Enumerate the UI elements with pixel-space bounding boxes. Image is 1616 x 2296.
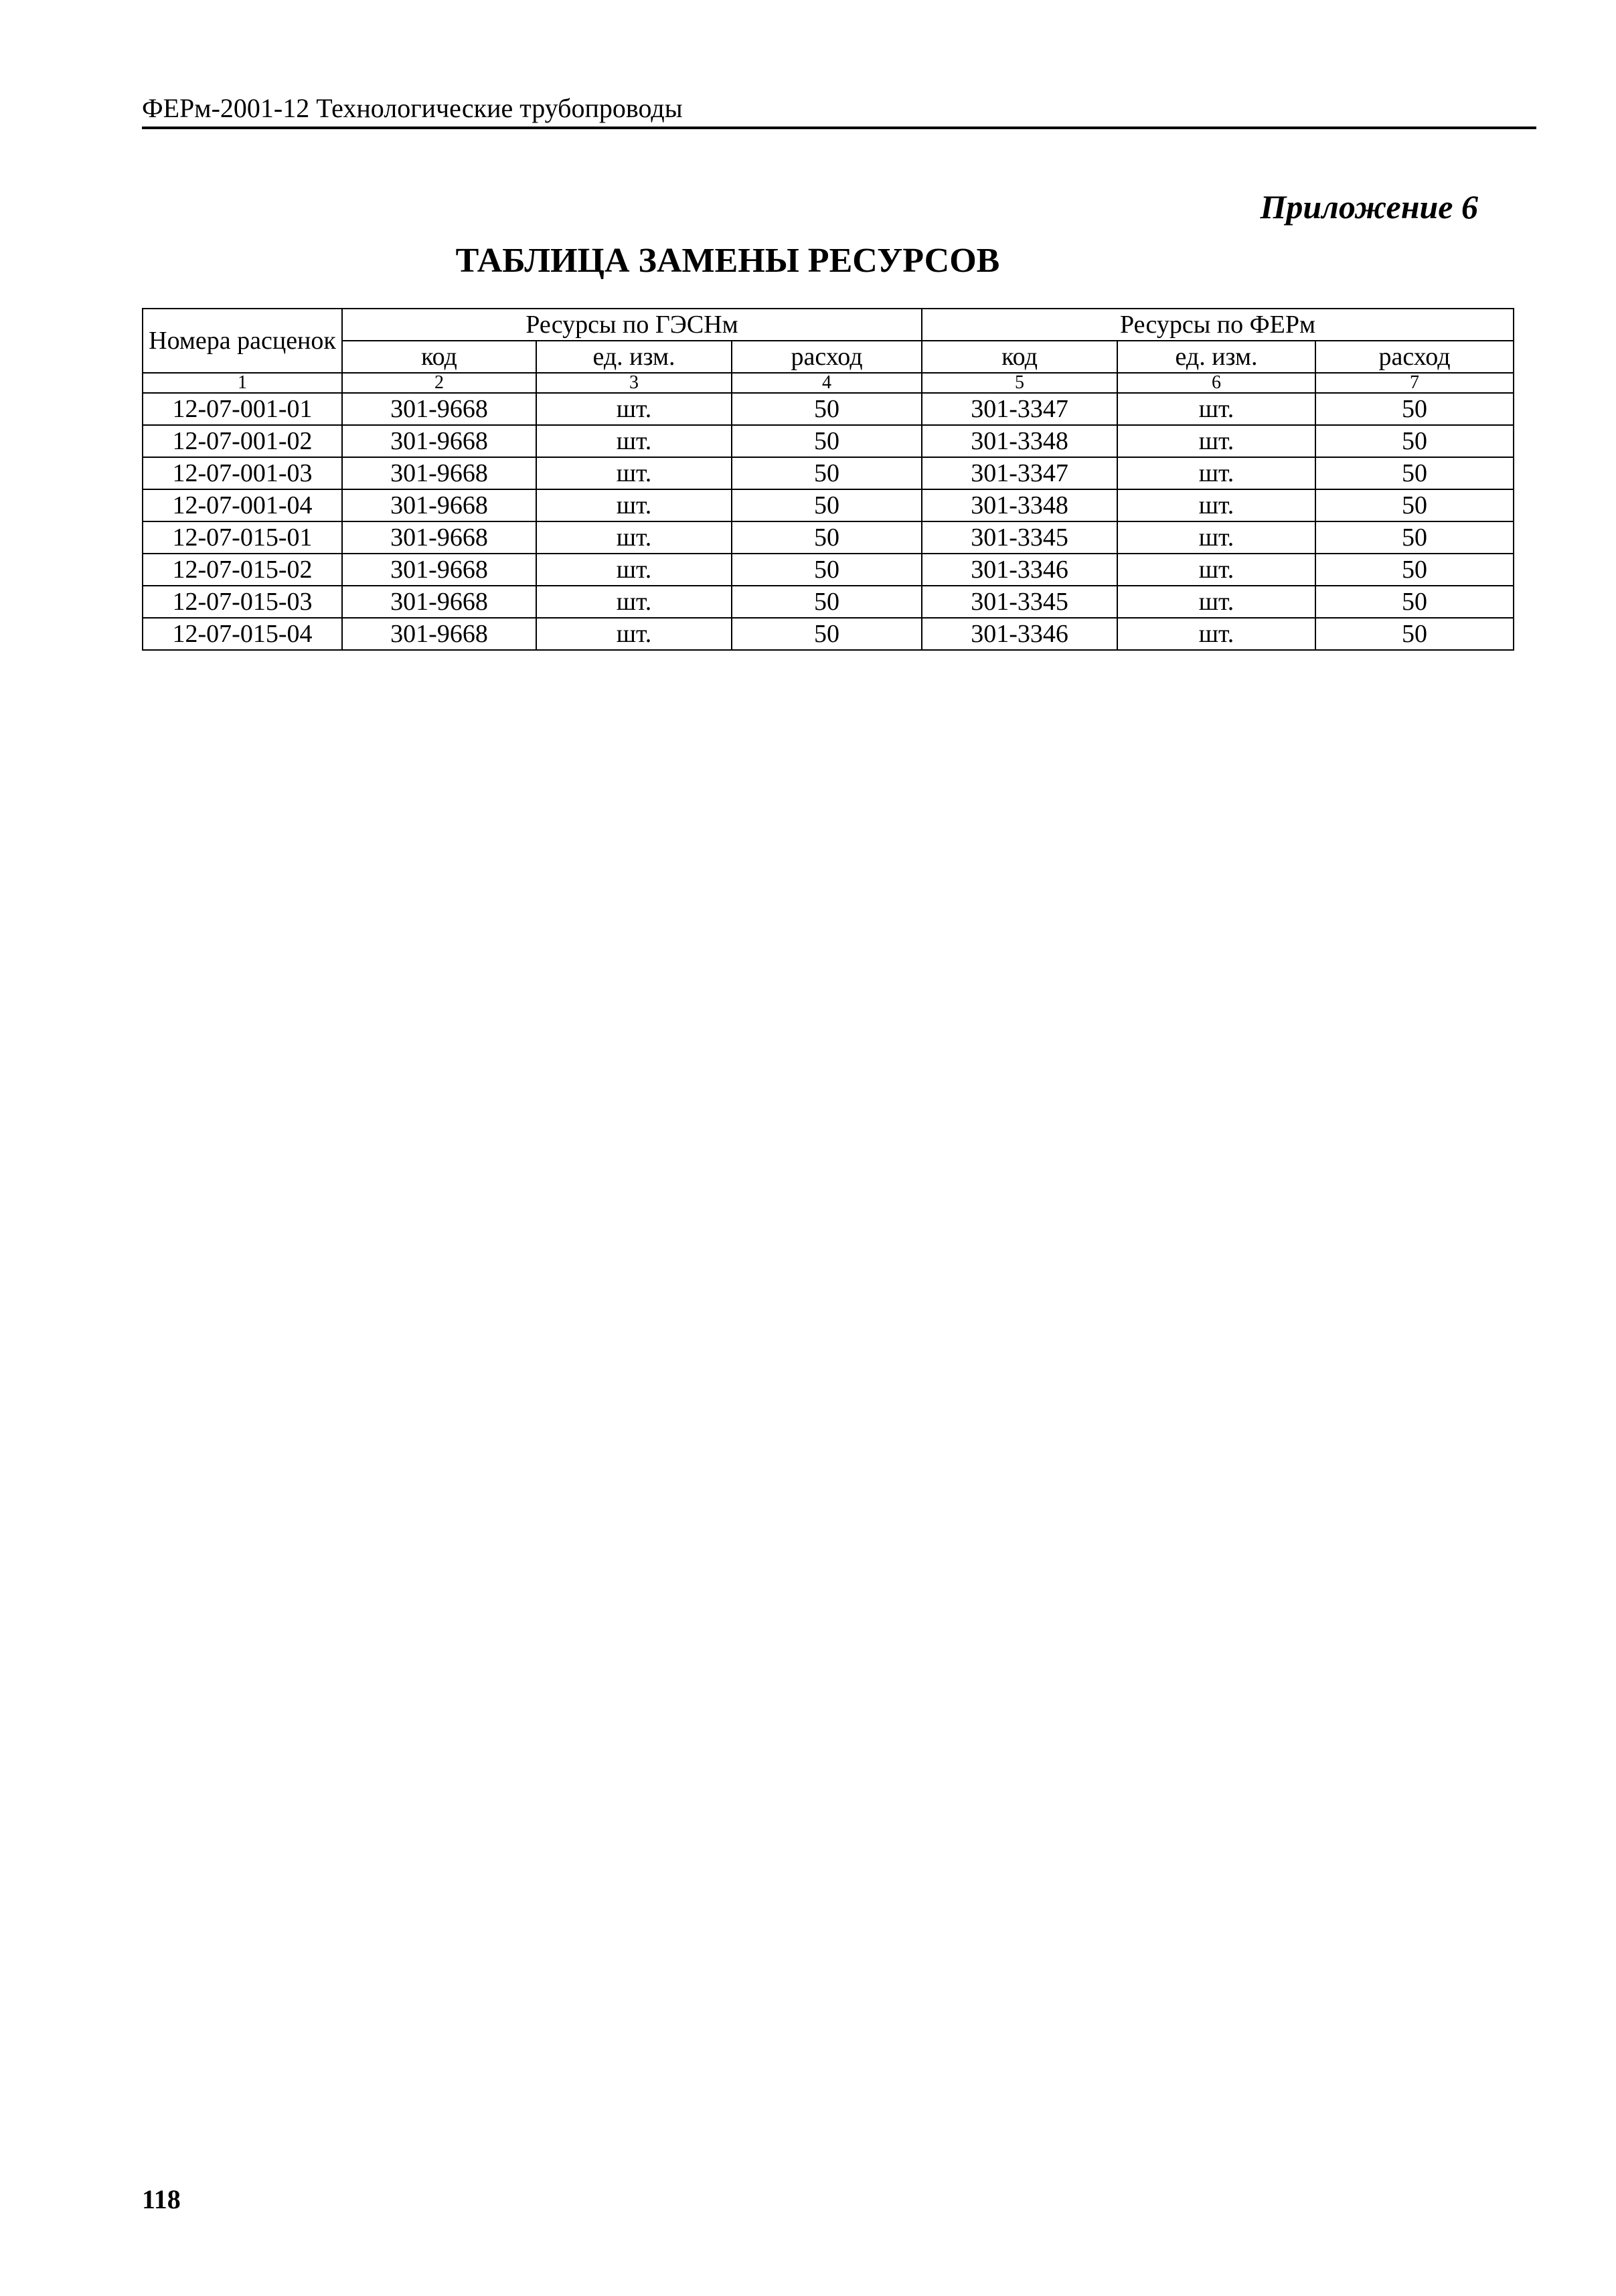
cell-ferm-unit: шт. <box>1117 457 1315 489</box>
column-number: 1 <box>143 373 342 393</box>
cell-ferm-unit: шт. <box>1117 586 1315 618</box>
cell-ferm-code: 301-3346 <box>922 618 1117 650</box>
appendix-label: Приложение 6 <box>1260 188 1478 226</box>
cell-ferm-amount: 50 <box>1315 489 1514 521</box>
cell-gesn-amount: 50 <box>732 425 922 457</box>
cell-gesn-unit: шт. <box>536 425 732 457</box>
cell-rate-number: 12-07-015-04 <box>143 618 342 650</box>
header-rule <box>142 127 1536 129</box>
cell-gesn-unit: шт. <box>536 393 732 425</box>
cell-ferm-unit: шт. <box>1117 521 1315 554</box>
cell-ferm-amount: 50 <box>1315 425 1514 457</box>
cell-gesn-code: 301-9668 <box>342 393 536 425</box>
header-group-gesn: Ресурсы по ГЭСНм <box>342 309 922 341</box>
cell-ferm-unit: шт. <box>1117 489 1315 521</box>
table-title-wrap <box>0 241 1616 280</box>
cell-ferm-amount: 50 <box>1315 618 1514 650</box>
cell-gesn-unit: шт. <box>536 457 732 489</box>
table-row <box>143 425 1514 457</box>
table-row <box>143 554 1514 586</box>
cell-gesn-code: 301-9668 <box>342 425 536 457</box>
cell-gesn-amount: 50 <box>732 618 922 650</box>
table-row <box>143 586 1514 618</box>
cell-gesn-unit: шт. <box>536 554 732 586</box>
cell-ferm-unit: шт. <box>1117 554 1315 586</box>
cell-rate-number: 12-07-001-04 <box>143 489 342 521</box>
table-column-number-row <box>143 373 1514 393</box>
column-number: 2 <box>342 373 536 393</box>
cell-ferm-amount: 50 <box>1315 457 1514 489</box>
cell-ferm-unit: шт. <box>1117 393 1315 425</box>
table-row <box>143 489 1514 521</box>
cell-gesn-unit: шт. <box>536 521 732 554</box>
cell-rate-number: 12-07-001-02 <box>143 425 342 457</box>
header-ferm-amount: расход <box>1315 341 1514 373</box>
resource-replacement-table <box>142 308 1514 651</box>
cell-ferm-code: 301-3347 <box>922 457 1117 489</box>
table-header-row-groups <box>143 309 1514 341</box>
cell-gesn-code: 301-9668 <box>342 554 536 586</box>
cell-gesn-amount: 50 <box>732 457 922 489</box>
cell-gesn-amount: 50 <box>732 586 922 618</box>
cell-ferm-unit: шт. <box>1117 425 1315 457</box>
column-number: 7 <box>1315 373 1514 393</box>
cell-gesn-unit: шт. <box>536 586 732 618</box>
cell-gesn-amount: 50 <box>732 554 922 586</box>
cell-gesn-code: 301-9668 <box>342 457 536 489</box>
cell-ferm-amount: 50 <box>1315 521 1514 554</box>
cell-ferm-code: 301-3347 <box>922 393 1117 425</box>
cell-gesn-unit: шт. <box>536 489 732 521</box>
cell-gesn-code: 301-9668 <box>342 618 536 650</box>
column-number: 4 <box>732 373 922 393</box>
header-gesn-amount: расход <box>732 341 922 373</box>
cell-ferm-amount: 50 <box>1315 393 1514 425</box>
cell-gesn-code: 301-9668 <box>342 489 536 521</box>
cell-gesn-amount: 50 <box>732 489 922 521</box>
table-row <box>143 393 1514 425</box>
cell-gesn-code: 301-9668 <box>342 521 536 554</box>
cell-gesn-amount: 50 <box>732 521 922 554</box>
cell-gesn-unit: шт. <box>536 618 732 650</box>
table-title: ТАБЛИЦА ЗАМЕНЫ РЕСУРСОВ <box>455 242 1000 280</box>
table-row <box>143 457 1514 489</box>
cell-rate-number: 12-07-001-03 <box>143 457 342 489</box>
header-group-ferm: Ресурсы по ФЕРм <box>922 309 1514 341</box>
cell-ferm-code: 301-3348 <box>922 489 1117 521</box>
cell-ferm-unit: шт. <box>1117 618 1315 650</box>
header-gesn-unit: ед. изм. <box>536 341 732 373</box>
cell-gesn-amount: 50 <box>732 393 922 425</box>
column-number: 6 <box>1117 373 1315 393</box>
table-row <box>143 521 1514 554</box>
header-gesn-code: код <box>342 341 536 373</box>
cell-ferm-code: 301-3346 <box>922 554 1117 586</box>
cell-rate-number: 12-07-001-01 <box>143 393 342 425</box>
cell-rate-number: 12-07-015-01 <box>143 521 342 554</box>
cell-rate-number: 12-07-015-02 <box>143 554 342 586</box>
cell-ferm-code: 301-3345 <box>922 586 1117 618</box>
cell-gesn-code: 301-9668 <box>342 586 536 618</box>
page-number: 118 <box>142 2184 181 2214</box>
cell-rate-number: 12-07-015-03 <box>143 586 342 618</box>
column-number: 5 <box>922 373 1117 393</box>
header-ferm-code: код <box>922 341 1117 373</box>
running-header: ФЕРм-2001-12 Технологические трубопроводы <box>142 93 683 123</box>
header-ferm-unit: ед. изм. <box>1117 341 1315 373</box>
cell-ferm-amount: 50 <box>1315 554 1514 586</box>
table-header-row-sub <box>143 341 1514 373</box>
header-rates-numbers: Номера расценок <box>143 309 342 373</box>
cell-ferm-code: 301-3348 <box>922 425 1117 457</box>
cell-ferm-code: 301-3345 <box>922 521 1117 554</box>
cell-ferm-amount: 50 <box>1315 586 1514 618</box>
table-row <box>143 618 1514 650</box>
column-number: 3 <box>536 373 732 393</box>
